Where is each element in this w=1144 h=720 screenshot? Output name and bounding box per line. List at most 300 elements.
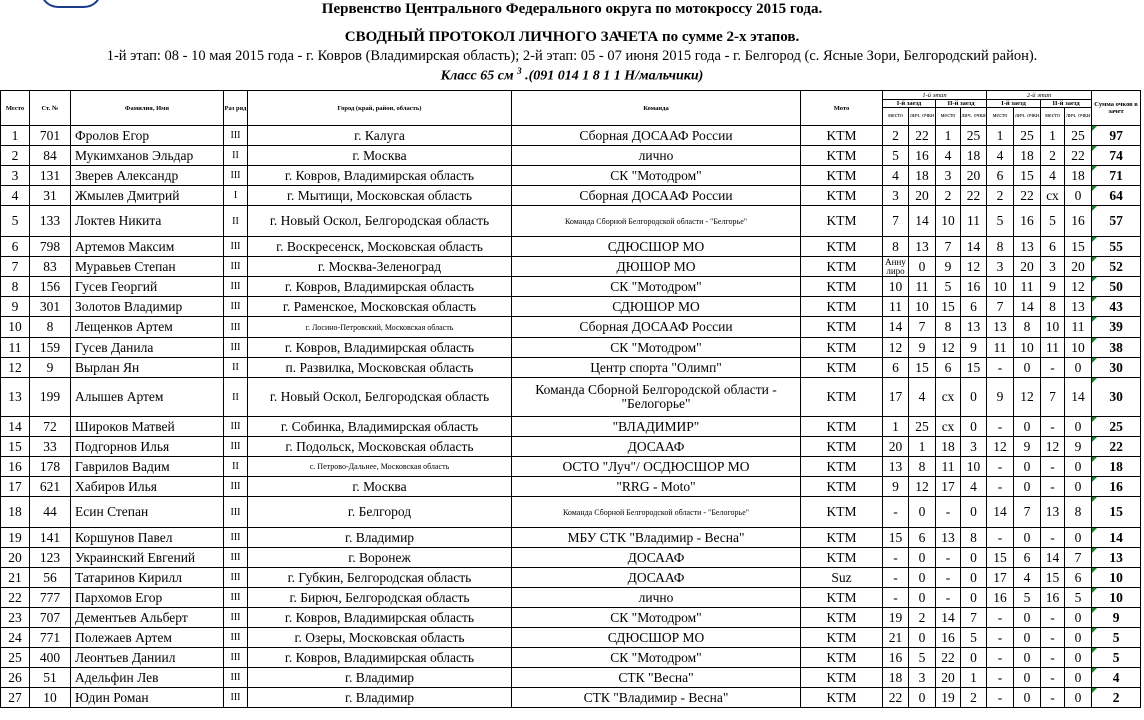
stage1-race1-place-cell: 2 xyxy=(883,126,909,146)
rank-cell: III xyxy=(224,568,248,588)
stage2-race2-points-cell: 13 xyxy=(1065,297,1092,317)
stage1-race2-place-cell: 9 xyxy=(936,257,961,277)
stage2-race1-place-cell: - xyxy=(987,628,1014,648)
rider-name-cell: Полежаев Артем xyxy=(71,628,224,648)
stage2-race1-place-cell: 17 xyxy=(987,568,1014,588)
team-cell: Сборная ДОСААФ России xyxy=(512,126,801,146)
rank-cell: III xyxy=(224,317,248,338)
stage1-race2-place-cell: 17 xyxy=(936,477,961,497)
rank-cell: III xyxy=(224,477,248,497)
rank-cell: II xyxy=(224,206,248,237)
rank-cell: III xyxy=(224,548,248,568)
moto-cell: KTM xyxy=(801,166,883,186)
col-place: Место xyxy=(1,91,30,126)
rank-cell: III xyxy=(224,126,248,146)
place-cell: 22 xyxy=(1,588,30,608)
rank-cell: III xyxy=(224,528,248,548)
rank-cell: III xyxy=(224,497,248,528)
rider-name-cell: Муравьев Степан xyxy=(71,257,224,277)
team-cell: Команда Сборной Белгородской области - "Белгорье" xyxy=(512,206,801,237)
col-pts: лич. очки xyxy=(1014,108,1041,126)
stage1-race1-points-cell: 10 xyxy=(909,297,936,317)
city-cell: г. Владимир xyxy=(248,528,512,548)
stage1-race1-place-cell: 22 xyxy=(883,688,909,708)
city-cell: г. Воскресенск, Московская область xyxy=(248,237,512,257)
moto-cell: KTM xyxy=(801,317,883,338)
col-rank: Раз ряд xyxy=(224,91,248,126)
stage1-race1-place-cell: - xyxy=(883,548,909,568)
stage2-race2-points-cell: 5 xyxy=(1065,588,1092,608)
stage1-race2-place-cell: - xyxy=(936,497,961,528)
table-row xyxy=(1,588,1141,608)
team-cell: лично xyxy=(512,146,801,166)
city-cell: с. Петрово-Дальнее, Московская область xyxy=(248,457,512,477)
stage2-race1-place-cell: 15 xyxy=(987,548,1014,568)
moto-cell: KTM xyxy=(801,297,883,317)
team-cell: "RRG - Moto" xyxy=(512,477,801,497)
table-row xyxy=(1,628,1141,648)
stage2-race1-points-cell: 25 xyxy=(1014,126,1041,146)
stage1-race1-points-cell: 3 xyxy=(909,668,936,688)
rank-cell: III xyxy=(224,417,248,437)
team-cell: СТК "Весна" xyxy=(512,668,801,688)
start-number-cell: 707 xyxy=(30,608,71,628)
total-points-cell: 97 xyxy=(1092,126,1141,146)
start-number-cell: 56 xyxy=(30,568,71,588)
city-cell: г. Новый Оскол, Белгородская область xyxy=(248,206,512,237)
stage2-race1-place-cell: - xyxy=(987,688,1014,708)
total-points-cell: 9 xyxy=(1092,608,1141,628)
total-points-cell: 39 xyxy=(1092,317,1141,338)
stage1-race2-points-cell: 14 xyxy=(961,237,987,257)
stage1-race2-place-cell: 14 xyxy=(936,608,961,628)
stage1-race1-place-cell: 13 xyxy=(883,457,909,477)
stage1-race1-place-cell: 19 xyxy=(883,608,909,628)
moto-cell: KTM xyxy=(801,608,883,628)
moto-cell: KTM xyxy=(801,497,883,528)
stage2-race1-points-cell: 20 xyxy=(1014,257,1041,277)
city-cell: г. Мытищи, Московская область xyxy=(248,186,512,206)
stage2-race2-place-cell: 2 xyxy=(1041,146,1065,166)
table-row xyxy=(1,497,1141,528)
stage1-race2-points-cell: 9 xyxy=(961,338,987,358)
stage1-race2-place-cell: 7 xyxy=(936,237,961,257)
stage2-race1-place-cell: 1 xyxy=(987,126,1014,146)
stage1-race1-place-cell: Анну лиро xyxy=(883,257,909,277)
stage1-race2-points-cell: 8 xyxy=(961,528,987,548)
team-cell: СДЮСШОР МО xyxy=(512,237,801,257)
rider-name-cell: Юдин Роман xyxy=(71,688,224,708)
stage2-race1-points-cell: 0 xyxy=(1014,457,1041,477)
table-row xyxy=(1,338,1141,358)
rider-name-cell: Жмылев Дмитрий xyxy=(71,186,224,206)
rider-name-cell: Леонтьев Даниил xyxy=(71,648,224,668)
rank-cell: I xyxy=(224,186,248,206)
place-cell: 4 xyxy=(1,186,30,206)
stage1-race1-points-cell: 0 xyxy=(909,588,936,608)
stage2-race2-place-cell: 3 xyxy=(1041,257,1065,277)
stage1-race1-place-cell: 21 xyxy=(883,628,909,648)
rider-name-cell: Фролов Егор xyxy=(71,126,224,146)
start-number-cell: 9 xyxy=(30,358,71,378)
stage1-race2-points-cell: 4 xyxy=(961,477,987,497)
start-number-cell: 141 xyxy=(30,528,71,548)
stage2-race2-points-cell: 0 xyxy=(1065,457,1092,477)
stage2-race1-points-cell: 12 xyxy=(1014,378,1041,417)
city-cell: п. Развилка, Московская область xyxy=(248,358,512,378)
stage2-race1-points-cell: 6 xyxy=(1014,548,1041,568)
stage1-race1-points-cell: 2 xyxy=(909,608,936,628)
city-cell: г. Ковров, Владимирская область xyxy=(248,338,512,358)
stage1-race1-points-cell: 22 xyxy=(909,126,936,146)
moto-cell: KTM xyxy=(801,146,883,166)
rank-cell: III xyxy=(224,628,248,648)
col-city: Город (край, район, область) xyxy=(248,91,512,126)
city-cell: г. Воронеж xyxy=(248,548,512,568)
rank-cell: III xyxy=(224,437,248,457)
team-cell: Команда Сборной Белгородской области - "Белогорье" xyxy=(512,378,801,417)
stage1-race2-place-cell: 3 xyxy=(936,166,961,186)
rider-name-cell: Коршунов Павел xyxy=(71,528,224,548)
stage2-race2-place-cell: 6 xyxy=(1041,237,1065,257)
rider-name-cell: Хабиров Илья xyxy=(71,477,224,497)
stage1-race2-place-cell: 11 xyxy=(936,457,961,477)
results-table xyxy=(0,90,1141,708)
total-points-cell: 5 xyxy=(1092,648,1141,668)
city-cell: г. Ковров, Владимирская область xyxy=(248,166,512,186)
col-pts: лич. очки xyxy=(961,108,987,126)
rider-name-cell: Золотов Владимир xyxy=(71,297,224,317)
stage1-race2-place-cell: 20 xyxy=(936,668,961,688)
rider-name-cell: Украинский Евгений xyxy=(71,548,224,568)
stage2-race2-place-cell: 1 xyxy=(1041,126,1065,146)
place-cell: 13 xyxy=(1,378,30,417)
stage1-race1-place-cell: 11 xyxy=(883,297,909,317)
team-cell: ДОСААФ xyxy=(512,437,801,457)
stage2-race1-place-cell: - xyxy=(987,358,1014,378)
stage2-race2-place-cell: 16 xyxy=(1041,588,1065,608)
col-stage1-race1: I-й заезд xyxy=(883,100,936,108)
stage1-race2-points-cell: 6 xyxy=(961,297,987,317)
moto-cell: KTM xyxy=(801,358,883,378)
stage1-race1-points-cell: 18 xyxy=(909,166,936,186)
team-cell: ДОСААФ xyxy=(512,548,801,568)
total-points-cell: 71 xyxy=(1092,166,1141,186)
stages-info: 1-й этап: 08 - 10 мая 2015 года - г. Ковров (Владимирская область); 2-й этап: 05 - 07 июня 2015 года - г. Белгород (с. Ясные Зори, Белгородский район). xyxy=(106,48,1038,64)
stage1-race1-points-cell: 9 xyxy=(909,338,936,358)
rank-cell: III xyxy=(224,608,248,628)
stage1-race2-place-cell: - xyxy=(936,548,961,568)
total-points-cell: 30 xyxy=(1092,378,1141,417)
stage2-race2-points-cell: 15 xyxy=(1065,237,1092,257)
place-cell: 18 xyxy=(1,497,30,528)
table-row xyxy=(1,477,1141,497)
city-cell: г. Подольск, Московская область xyxy=(248,437,512,457)
stage2-race1-points-cell: 0 xyxy=(1014,358,1041,378)
stage2-race2-points-cell: 10 xyxy=(1065,338,1092,358)
stage2-race1-place-cell: 9 xyxy=(987,378,1014,417)
stage1-race2-points-cell: 11 xyxy=(961,206,987,237)
city-cell: г. Бирюч, Белгородская область xyxy=(248,588,512,608)
stage1-race1-points-cell: 6 xyxy=(909,528,936,548)
stage2-race1-place-cell: - xyxy=(987,648,1014,668)
stage1-race1-points-cell: 0 xyxy=(909,688,936,708)
rank-cell: III xyxy=(224,588,248,608)
moto-cell: KTM xyxy=(801,277,883,297)
stage2-race2-points-cell: 0 xyxy=(1065,668,1092,688)
col-stage2-race1: I-й заезд xyxy=(987,100,1041,108)
city-cell: г. Ковров, Владимирская область xyxy=(248,648,512,668)
stage2-race2-points-cell: 0 xyxy=(1065,358,1092,378)
total-points-cell: 57 xyxy=(1092,206,1141,237)
total-points-cell: 50 xyxy=(1092,277,1141,297)
total-points-cell: 25 xyxy=(1092,417,1141,437)
start-number-cell: 72 xyxy=(30,417,71,437)
stage2-race1-points-cell: 0 xyxy=(1014,528,1041,548)
table-row xyxy=(1,358,1141,378)
city-cell: г. Владимир xyxy=(248,688,512,708)
stage2-race1-points-cell: 0 xyxy=(1014,688,1041,708)
moto-cell: KTM xyxy=(801,477,883,497)
stage1-race2-points-cell: 0 xyxy=(961,417,987,437)
stage2-race2-points-cell: 20 xyxy=(1065,257,1092,277)
total-points-cell: 74 xyxy=(1092,146,1141,166)
class-info: Класс 65 см $^3$ .(091 014 1 8 1 1 Н/мальчики) xyxy=(440,66,704,84)
col-pos: место xyxy=(936,108,961,126)
rider-name-cell: Артемов Максим xyxy=(71,237,224,257)
stage1-race2-points-cell: 0 xyxy=(961,548,987,568)
place-cell: 20 xyxy=(1,548,30,568)
stage2-race2-points-cell: 25 xyxy=(1065,126,1092,146)
stage1-race1-place-cell: 15 xyxy=(883,528,909,548)
rider-name-cell: Гаврилов Вадим xyxy=(71,457,224,477)
stage2-race1-points-cell: 0 xyxy=(1014,648,1041,668)
stage2-race2-points-cell: 0 xyxy=(1065,608,1092,628)
team-cell: СДЮСШОР МО xyxy=(512,628,801,648)
start-number-cell: 8 xyxy=(30,317,71,338)
stage1-race2-place-cell: 12 xyxy=(936,338,961,358)
place-cell: 11 xyxy=(1,338,30,358)
stage2-race2-place-cell: - xyxy=(1041,648,1065,668)
stage1-race1-place-cell: 4 xyxy=(883,166,909,186)
stage2-race1-points-cell: 5 xyxy=(1014,588,1041,608)
stage1-race1-points-cell: 11 xyxy=(909,277,936,297)
place-cell: 10 xyxy=(1,317,30,338)
rider-name-cell: Широков Матвей xyxy=(71,417,224,437)
stage2-race1-points-cell: 11 xyxy=(1014,277,1041,297)
stage2-race1-points-cell: 0 xyxy=(1014,477,1041,497)
stage2-race1-points-cell: 7 xyxy=(1014,497,1041,528)
stage2-race2-points-cell: 6 xyxy=(1065,568,1092,588)
stage2-race2-points-cell: 7 xyxy=(1065,548,1092,568)
stage2-race2-place-cell: 7 xyxy=(1041,378,1065,417)
stage1-race1-points-cell: 1 xyxy=(909,437,936,457)
table-row xyxy=(1,648,1141,668)
stage1-race1-place-cell: 9 xyxy=(883,477,909,497)
city-cell: г. Новый Оскол, Белгородская область xyxy=(248,378,512,417)
rider-name-cell: Гусев Георгий xyxy=(71,277,224,297)
table-row xyxy=(1,126,1141,146)
total-points-cell: 10 xyxy=(1092,588,1141,608)
stage2-race1-place-cell: 5 xyxy=(987,206,1014,237)
stage2-race2-points-cell: 0 xyxy=(1065,528,1092,548)
rank-cell: III xyxy=(224,277,248,297)
stage2-race2-place-cell: 9 xyxy=(1041,277,1065,297)
moto-cell: KTM xyxy=(801,648,883,668)
stage1-race2-place-cell: 15 xyxy=(936,297,961,317)
stage2-race1-points-cell: 8 xyxy=(1014,317,1041,338)
stage1-race1-place-cell: 8 xyxy=(883,237,909,257)
stage1-race1-points-cell: 15 xyxy=(909,358,936,378)
stage2-race1-points-cell: 0 xyxy=(1014,608,1041,628)
rider-name-cell: Дементьев Альберт xyxy=(71,608,224,628)
place-cell: 1 xyxy=(1,126,30,146)
team-cell: Сборная ДОСААФ России xyxy=(512,186,801,206)
city-cell: г. Раменское, Московская область xyxy=(248,297,512,317)
stage2-race1-points-cell: 13 xyxy=(1014,237,1041,257)
start-number-cell: 44 xyxy=(30,497,71,528)
place-cell: 19 xyxy=(1,528,30,548)
rider-name-cell: Алышев Артем xyxy=(71,378,224,417)
stage2-race2-place-cell: 8 xyxy=(1041,297,1065,317)
moto-cell: KTM xyxy=(801,628,883,648)
stage2-race2-points-cell: 11 xyxy=(1065,317,1092,338)
place-cell: 12 xyxy=(1,358,30,378)
stage1-race1-points-cell: 20 xyxy=(909,186,936,206)
start-number-cell: 777 xyxy=(30,588,71,608)
rider-name-cell: Подгорнов Илья xyxy=(71,437,224,457)
stage1-race1-place-cell: 14 xyxy=(883,317,909,338)
stage2-race1-points-cell: 0 xyxy=(1014,628,1041,648)
moto-cell: KTM xyxy=(801,237,883,257)
stage2-race2-place-cell: 13 xyxy=(1041,497,1065,528)
team-cell: СДЮШОР МО xyxy=(512,297,801,317)
start-number-cell: 621 xyxy=(30,477,71,497)
col-pts: лич. очки xyxy=(1065,108,1092,126)
stage2-race1-points-cell: 9 xyxy=(1014,437,1041,457)
stage2-race2-place-cell: - xyxy=(1041,417,1065,437)
moto-cell: KTM xyxy=(801,457,883,477)
place-cell: 17 xyxy=(1,477,30,497)
table-row xyxy=(1,186,1141,206)
table-row xyxy=(1,166,1141,186)
col-pts: лич. очки xyxy=(909,108,936,126)
stage1-race2-points-cell: 1 xyxy=(961,668,987,688)
start-number-cell: 159 xyxy=(30,338,71,358)
team-cell: СК "Мотодром" xyxy=(512,277,801,297)
stage1-race1-place-cell: 20 xyxy=(883,437,909,457)
place-cell: 24 xyxy=(1,628,30,648)
place-cell: 21 xyxy=(1,568,30,588)
start-number-cell: 199 xyxy=(30,378,71,417)
rank-cell: II xyxy=(224,378,248,417)
total-points-cell: 52 xyxy=(1092,257,1141,277)
team-cell: Сборная ДОСААФ России xyxy=(512,317,801,338)
stage1-race2-place-cell: 5 xyxy=(936,277,961,297)
place-cell: 3 xyxy=(1,166,30,186)
table-row xyxy=(1,297,1141,317)
stage2-race2-points-cell: 0 xyxy=(1065,688,1092,708)
moto-cell: KTM xyxy=(801,186,883,206)
team-cell: МБУ СТК "Владимир - Весна" xyxy=(512,528,801,548)
stage2-race1-points-cell: 0 xyxy=(1014,417,1041,437)
team-cell: "ВЛАДИМИР" xyxy=(512,417,801,437)
stage1-race1-points-cell: 7 xyxy=(909,317,936,338)
start-number-cell: 301 xyxy=(30,297,71,317)
moto-cell: KTM xyxy=(801,378,883,417)
col-pos: место xyxy=(1041,108,1065,126)
col-pos: место xyxy=(987,108,1014,126)
stage2-race1-place-cell: 16 xyxy=(987,588,1014,608)
start-number-cell: 51 xyxy=(30,668,71,688)
table-row xyxy=(1,437,1141,457)
table-row xyxy=(1,206,1141,237)
stage1-race2-place-cell: 16 xyxy=(936,628,961,648)
stage2-race1-points-cell: 18 xyxy=(1014,146,1041,166)
start-number-cell: 133 xyxy=(30,206,71,237)
total-points-cell: 18 xyxy=(1092,457,1141,477)
stage1-race2-place-cell: 22 xyxy=(936,648,961,668)
stage1-race2-points-cell: 2 xyxy=(961,688,987,708)
col-stage2: 2-й этап xyxy=(987,91,1092,100)
stage2-race1-place-cell: - xyxy=(987,608,1014,628)
stage1-race1-points-cell: 0 xyxy=(909,548,936,568)
table-row xyxy=(1,568,1141,588)
place-cell: 5 xyxy=(1,206,30,237)
rider-name-cell: Есин Степан xyxy=(71,497,224,528)
stage2-race2-place-cell: - xyxy=(1041,688,1065,708)
stage1-race2-points-cell: 18 xyxy=(961,146,987,166)
total-points-cell: 64 xyxy=(1092,186,1141,206)
start-number-cell: 123 xyxy=(30,548,71,568)
moto-cell: KTM xyxy=(801,437,883,457)
stage1-race1-points-cell: 14 xyxy=(909,206,936,237)
stage2-race2-place-cell: 14 xyxy=(1041,548,1065,568)
stage1-race1-place-cell: 3 xyxy=(883,186,909,206)
table-row xyxy=(1,688,1141,708)
city-cell: г. Владимир xyxy=(248,668,512,688)
stage1-race2-points-cell: 10 xyxy=(961,457,987,477)
stage2-race1-place-cell: - xyxy=(987,528,1014,548)
stage2-race1-points-cell: 0 xyxy=(1014,668,1041,688)
stage2-race2-points-cell: 0 xyxy=(1065,477,1092,497)
start-number-cell: 31 xyxy=(30,186,71,206)
stage1-race2-points-cell: 5 xyxy=(961,628,987,648)
team-cell: СК "Мотодром" xyxy=(512,648,801,668)
stage1-race1-place-cell: - xyxy=(883,497,909,528)
city-cell: г. Губкин, Белгородская область xyxy=(248,568,512,588)
col-number: Ст. № xyxy=(30,91,71,126)
stage2-race1-points-cell: 4 xyxy=(1014,568,1041,588)
stage1-race2-points-cell: 7 xyxy=(961,608,987,628)
rank-cell: II xyxy=(224,457,248,477)
stage1-race2-points-cell: 13 xyxy=(961,317,987,338)
stage1-race1-place-cell: 7 xyxy=(883,206,909,237)
total-points-cell: 30 xyxy=(1092,358,1141,378)
city-cell: г. Калуга xyxy=(248,126,512,146)
stage2-race2-points-cell: 0 xyxy=(1065,648,1092,668)
stage1-race1-points-cell: 4 xyxy=(909,378,936,417)
start-number-cell: 10 xyxy=(30,688,71,708)
stage1-race2-place-cell: сх xyxy=(936,378,961,417)
stage2-race2-place-cell: - xyxy=(1041,358,1065,378)
col-moto: Мото xyxy=(801,91,883,126)
stage2-race2-place-cell: - xyxy=(1041,608,1065,628)
stage1-race2-place-cell: 13 xyxy=(936,528,961,548)
table-row xyxy=(1,417,1141,437)
stage2-race1-place-cell: 3 xyxy=(987,257,1014,277)
stage2-race2-place-cell: - xyxy=(1041,457,1065,477)
